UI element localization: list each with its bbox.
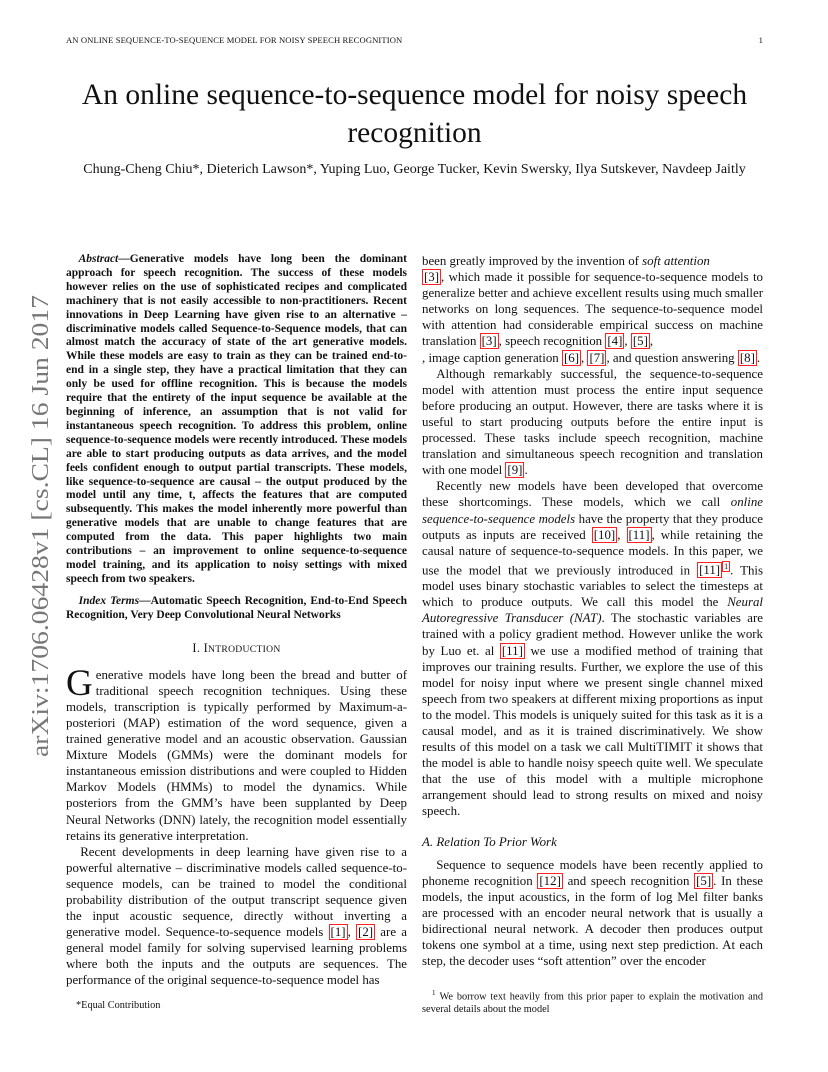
citation-link[interactable]: [9] <box>507 463 523 478</box>
citation-link[interactable]: [2] <box>358 925 374 940</box>
subsection-heading-prior-work <box>422 834 763 850</box>
arxiv-identifier: arXiv:1706.06428v1 [cs.CL] 16 Jun 2017 <box>27 347 54 757</box>
citation-link[interactable]: [1] <box>330 925 346 940</box>
section-title-rest: NTRODUCTION <box>207 643 281 655</box>
abstract-text: —Generative models have long been the dominant approach for speech recognition. The success of these models however relies on the use of sophisticated recipes and complicated machinery that is not easily accessible to non-practitioners. Recent innovations in Deep Learning have given rise to an alternative – discriminative models called Sequence-to-Sequence models, that can almost match the accuracy of state of the art generative models. While these models are easy to train as they can be trained end-to-end in a single step, they have a practical limitation that they can only be used for offline recognition. This is because the models require that the entirety of the input sequence be available at the beginning of inference, an assumption that is not valid for instantaneous speech recognition. To address this problem, online sequence-to-sequence models were recently introduced. These models are able to start producing outputs as data arrives, and the model feels confident enough to output partial transcripts. These models, like sequence-to-sequence are causal – the output produced by the model until any time, t, affects the features that are computed subsequently. This makes the model inherently more powerful than generative models that are unable to change features that are computed from the data. This paper highlights two main contributions – an improvement to online sequence-to-sequence model training, and its application to noisy settings with mixed speech from two speakers. <box>66 253 407 585</box>
footnote-1-mark: 1 <box>432 989 436 997</box>
intro-p5-text-b: have the property that they produce outputs as inputs are received <box>422 511 763 542</box>
arxiv-stamp <box>5 294 65 764</box>
citation-link[interactable]: [11] <box>699 563 721 578</box>
intro-p5-text-f: we use a modified method of training that improves our training results. Further, we explore the use of this model for noisy input where we present single channel mixed speech from two speakers at different mixing proportions as input to the model. This models is uniquely suited for this task as it is a causal model, and as it is trained discriminatively. We show results of this model on a task we call MultiTIMIT it shows that the model is able to handle noisy speech quite well. We speculate that the use of this model with a multiple microphone arrangement should lead to strong results on mixed and noisy speech. <box>422 643 763 819</box>
section-title-initial: I <box>203 640 208 655</box>
equal-contribution-note: *Equal Contribution <box>76 1000 161 1011</box>
index-terms-lead: Index Terms <box>78 594 140 607</box>
citation-link[interactable]: [5] <box>632 334 648 349</box>
author-list: Chung-Cheng Chiu*, Dieterich Lawson*, Yuping Luo, George Tucker, Kevin Swersky, Ilya Sutskever, Navdeep Jaitly <box>83 162 746 177</box>
intro-p5-text-e: . The stochastic variables are trained with a policy gradient method. However unlike the work by Luo et. al <box>422 611 763 658</box>
section-heading-introduction <box>66 640 407 658</box>
citation-link[interactable]: [6] <box>563 350 579 365</box>
index-terms-text: —Automatic Speech Recognition, End-to-End Speech Recognition, Very Deep Convolutional Neural Networks <box>66 594 407 621</box>
intro-p1-text: enerative models have long been the bread and butter of traditional speech recognition techniques. Using these models, transcription is typically performed by Maximum-a-posteriori (MAP) estimation of the word sequence, given a trained generative model and an acoustic observation. Gaussian Mixture Models (GMMs) were the dominant models for instantaneous emission distributions and were coupled to Hidden Markov Models (HMMs) to model the dynamics. While posteriors from the GMM’s have been supplanted by Deep Neural Networks (DNN) lately, the recognition model essentially retains its generative interpretation. <box>66 667 407 843</box>
citation-link[interactable]: [8] <box>739 350 755 365</box>
paper-title: An online sequence-to-sequence model for noisy speech recognition <box>81 79 748 149</box>
drop-cap: G <box>66 662 93 704</box>
index-terms <box>66 595 407 623</box>
citation-link[interactable]: [5] <box>696 873 712 888</box>
page-number: 1 <box>758 35 763 45</box>
intro-p3-text-b: , which made it possible for sequence-to-sequence models to generalize better and achieve excellent results using much smaller networks on long sequences. The sequence-to-sequence model with attention had considerable empirical success on machine translation <box>422 270 763 349</box>
subsection-title: Relation To Prior Work <box>436 834 557 849</box>
subsection-label: A. <box>422 834 434 849</box>
prior-work-text-c: . In these models, the input acoustics, in the form of log Mel filter banks are processed with an encoder neural network that is usually a bidirectional neural network. A decoder then produces output tokens one symbol at a time, using next step prediction. At each step, the decoder uses “soft attention” over the encoder <box>422 873 764 969</box>
abstract-lead: Abstract <box>78 253 119 265</box>
intro-paragraph-4: Although remarkably successful, the sequence-to-sequence model with attention must process the entire input sequence before producing an output. However, there are tasks where it is useful to start producing outputs before the entire input is processed. These tasks include speech recognition, machine translation and simultaneous speech recognition and translation with one model [9] . <box>422 366 763 478</box>
left-column <box>66 253 407 989</box>
citation-link[interactable]: [12] <box>539 873 561 888</box>
intro-p5-text-d: . This model uses binary stochastic variables to select the timesteps at which to produce outputs. We call this model the <box>422 563 763 610</box>
citation-link[interactable]: [3] <box>481 334 497 349</box>
intro-p3-text-a: been greatly improved by the invention of <box>422 254 643 268</box>
citation-link[interactable]: [11] <box>501 643 523 658</box>
right-column <box>422 253 763 969</box>
intro-p4-text: Although remarkably successful, the sequence-to-sequence model with attention must process the entire input sequence before producing an output. However, there are tasks where it is useful to start producing outputs before the entire input is processed. These tasks include speech recognition, machine translation and simultaneous speech recognition and translation with one model <box>422 366 763 478</box>
intro-p3-text-c: , speech recognition <box>498 334 606 349</box>
footnote-link[interactable]: 1 <box>724 561 729 571</box>
intro-p2-text-a: Recent developments in deep learning have given rise to a powerful alternative – discriminative models called sequence-to-sequence models, can be trained to model the conditional probability distribution of the output transcript sequence given the input acoustic sequence, directly without inverting a generative model. Sequence-to-sequence models <box>66 844 407 940</box>
emphasis-online-seq2seq: online sequence-to-sequence models <box>422 495 763 526</box>
citation-link[interactable]: [10] <box>593 527 616 542</box>
emphasis-soft-attention: soft attention <box>642 254 710 268</box>
intro-p2-text-b: are a general model family for solving supervised learning problems where both the inputs and the outputs are sequences. The performance of the original sequence-to-sequence model has <box>66 925 408 988</box>
intro-p5-text-a: Recently new models have been developed that overcome these shortcomings. These models, which we call <box>422 479 763 510</box>
intro-p3-text-d: , image caption generation <box>422 350 562 365</box>
citation-link[interactable]: [7] <box>589 350 605 365</box>
prior-work-paragraph <box>422 857 763 970</box>
citation-link[interactable]: [4] <box>607 334 623 349</box>
running-head-title: AN ONLINE SEQUENCE-TO-SEQUENCE MODEL FOR NOISY SPEECH RECOGNITION <box>66 35 403 45</box>
footnote-1-text: We borrow text heavily from this prior paper to explain the motivation and several details about the model <box>422 991 763 1016</box>
intro-paragraph-3: been greatly improved by the invention of soft attention [3] , which made it possible for sequence-to-sequence models to generalize better and achieve excellent results using much smaller networks on long sequences. The sequence-to-sequence model with attention had considerable empirical success on machine translation [3] , speech recognition [4] , [5] , , image caption generation [6] , [7] , and question answering [8] . <box>422 254 763 365</box>
intro-p5-text-c: , while retaining the causal nature of sequence-to-sequence models. In this paper, we use the model that we previously introduced in <box>422 527 764 578</box>
intro-paragraph-1 <box>66 662 407 844</box>
intro-paragraph-5: Recently new models have been developed that overcome these shortcomings. These models, which we call online sequence-to-sequence models have the property that they produce outputs as inputs are received [10] , [11] , while retaining the causal nature of sequence-to-sequence models. In this paper, we use the model that we previously introduced in [11] $^1$ . This model uses binary stochastic variables to select the timesteps at which to produce outputs. We call this model the Neural Autoregressive Transducer (NAT). The stochastic variables are trained with a policy gradient method. However unlike the work by Luo et. al [11] we use a modified method of training that improves our training results. Further, we explore the use of this model for noisy input where we present single channel mixed speech from two speakers at different mixing proportions as input to the model. This models is uniquely suited for this task as it is a causal model, and as it is trained discriminatively. We show results of this model on a task we call MultiTIMIT it shows that the model is able to handle noisy speech quite well. We speculate that the use of this model with a multiple microphone arrangement should lead to strong results on mixed and noisy speech. <box>422 479 764 819</box>
intro-p3-text-e: , and question answering <box>606 350 738 365</box>
footnote-1 <box>422 987 763 1017</box>
prior-work-text-b: and speech recognition <box>562 873 695 888</box>
running-head <box>66 35 763 45</box>
citation-link[interactable]: [3] <box>424 270 440 285</box>
intro-paragraph-2: Recent developments in deep learning have given rise to a powerful alternative – discriminative models called sequence-to-sequence models, can be trained to model the conditional probability distribution of the output transcript sequence given the input acoustic sequence, directly without inverting a generative model. Sequence-to-sequence models [1] , [2] are a general model family for solving supervised learning problems where both the inputs and the outputs are sequences. The performance of the original sequence-to-sequence model has <box>66 844 408 988</box>
prior-work-text-a: Sequence to sequence models have been recently applied to phoneme recognition <box>422 857 763 888</box>
abstract <box>66 253 407 587</box>
citation-link[interactable]: [11] <box>628 527 650 542</box>
section-number: I. <box>192 640 204 655</box>
emphasis-nat: Neural Autoregressive Transducer (NAT) <box>422 595 763 626</box>
